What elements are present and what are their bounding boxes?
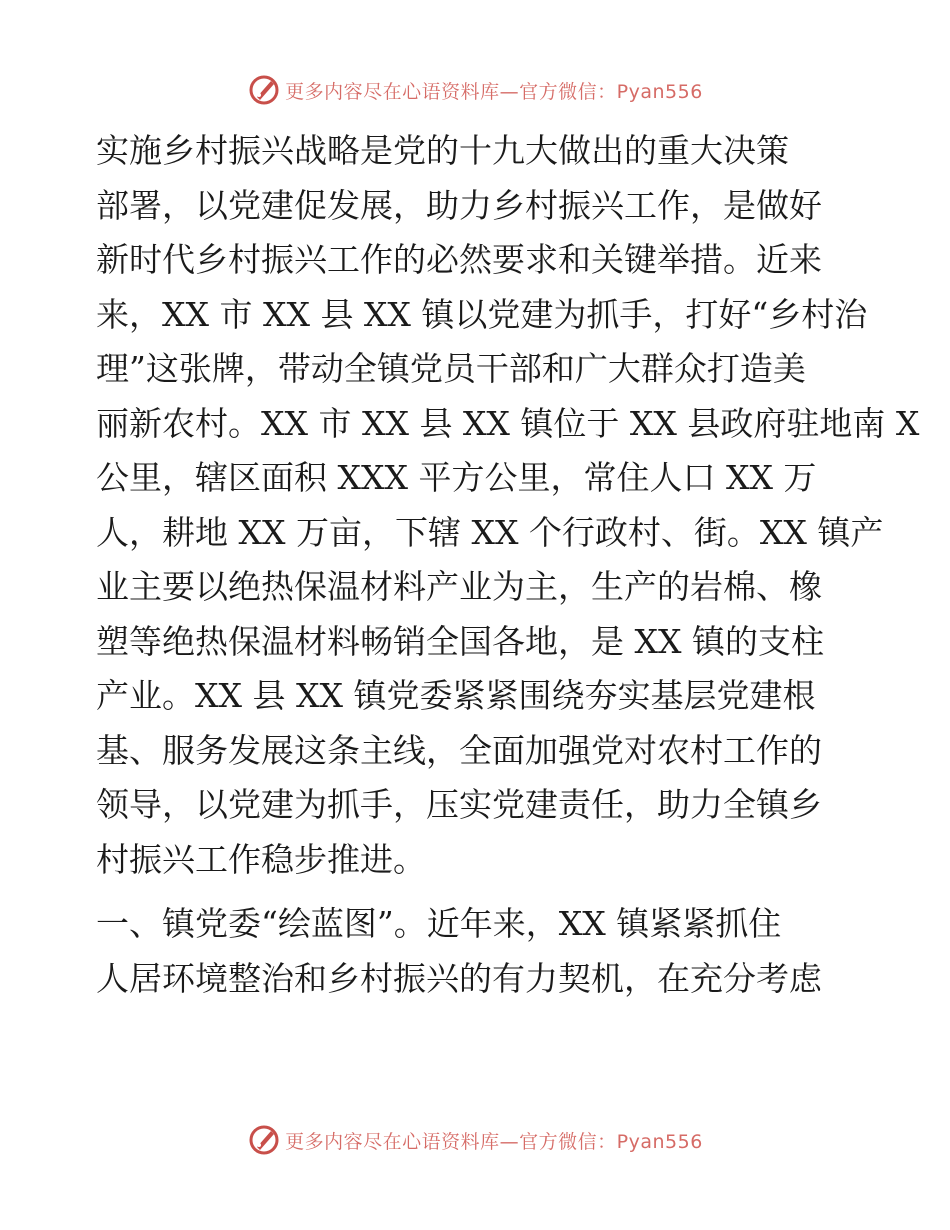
pen-nib-logo-icon	[247, 1123, 281, 1157]
header-banner-text: 更多内容尽在心语资料库—官方微信：Pyan556	[285, 80, 703, 103]
text-line: 塑等绝热保温材料畅销全国各地，是 XX 镇的支柱	[96, 621, 824, 661]
text-line: 领导，以党建为抓手，压实党建责任，助力全镇乡	[96, 785, 822, 824]
text-line: 一、镇党委“绘蓝图”。近年来，XX 镇紧紧抓住	[96, 904, 782, 943]
text-line: 人，耕地 XX 万亩，下辖 XX 个行政村、街。XX 镇产	[96, 512, 884, 552]
text-line: 人居环境整治和乡村振兴的有力契机，在充分考虑	[96, 958, 822, 998]
text-line: 新时代乡村振兴工作的必然要求和关键举措。近来	[96, 240, 822, 279]
page-header-banner	[0, 70, 950, 110]
text-line: 业主要以绝热保温材料产业为主，生产的岩棉、橡	[96, 567, 822, 606]
paragraph	[96, 124, 920, 887]
text-line: 基、服务发展这条主线，全面加强党对农村工作的	[96, 730, 822, 770]
text-line: 产业。XX 县 XX 镇党委紧紧围绕夯实基层党建根	[96, 676, 816, 715]
text-line: 实施乡村振兴战略是党的十九大做出的重大决策	[96, 131, 789, 170]
paragraph	[96, 897, 856, 1006]
text-line: 村振兴工作稳步推进。	[96, 839, 426, 879]
text-line: 来，XX 市 XX 县 XX 镇以党建为抓手，打好“乡村治	[96, 294, 868, 334]
text-line: 公里，辖区面积 XXX 平方公里，常住人口 XX 万	[96, 458, 817, 497]
document-body	[96, 124, 920, 1006]
pen-nib-logo-icon	[247, 73, 281, 107]
footer-banner-text: 更多内容尽在心语资料库—官方微信：Pyan556	[285, 1130, 703, 1153]
text-line: 部署，以党建促发展，助力乡村振兴工作，是做好	[96, 185, 822, 225]
paragraph-gap	[96, 887, 856, 897]
text-line: 丽新农村。XX 市 XX 县 XX 镇位于 XX 县政府驻地南 X	[96, 403, 920, 443]
page-footer-banner	[0, 1120, 950, 1160]
text-line: 理”这张牌，带动全镇党员干部和广大群众打造美	[96, 349, 806, 388]
